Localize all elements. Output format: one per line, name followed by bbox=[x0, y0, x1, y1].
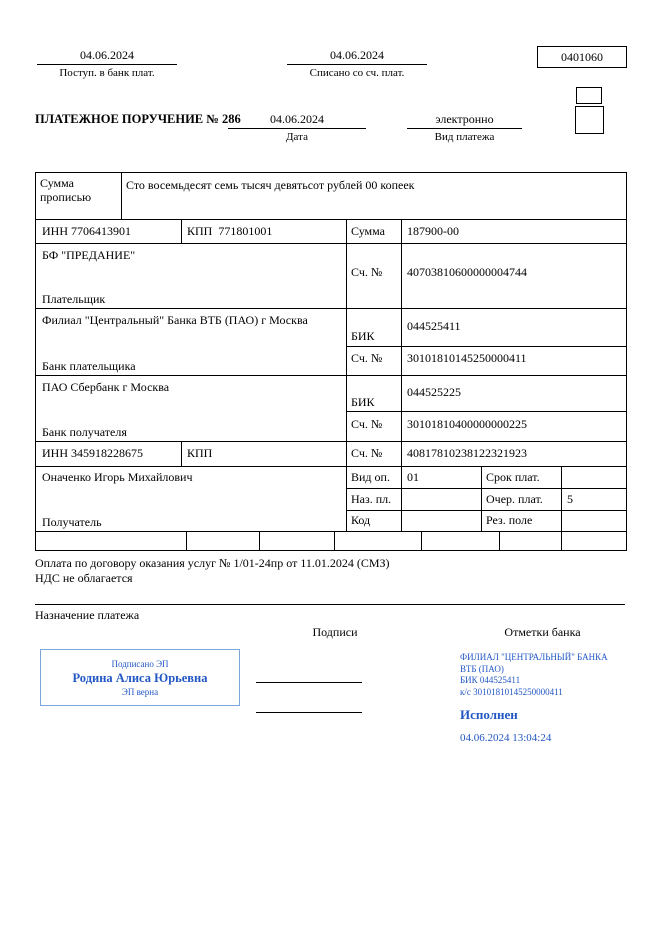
bank-stamp-line2: ВТБ (ПАО) bbox=[460, 663, 504, 674]
payee-bank-account-label: Сч. № bbox=[351, 417, 383, 431]
grid-line bbox=[36, 308, 626, 309]
amount-words-label bbox=[40, 176, 91, 204]
payment-kind: электронно bbox=[435, 112, 494, 126]
payee-bank-section-label: Банк получателя bbox=[42, 425, 127, 439]
signer-name: Родина Алиса Юрьевна bbox=[72, 670, 208, 685]
grid-line bbox=[334, 531, 335, 550]
purpose-section-label: Назначение платежа bbox=[35, 608, 140, 622]
empty-checkbox bbox=[576, 87, 602, 104]
received-date-field bbox=[37, 48, 177, 65]
grid-line bbox=[481, 466, 482, 531]
form-code: 0401060 bbox=[561, 49, 603, 64]
vid-op-value: 01 bbox=[407, 470, 419, 484]
bank-stamp-line4: к/с 30101810145250000411 bbox=[460, 686, 563, 697]
payer-kpp: КПП 771801001 bbox=[187, 224, 273, 238]
bank-stamp-line1: ФИЛИАЛ "ЦЕНТРАЛЬНЫЙ" БАНКА bbox=[460, 652, 608, 662]
grid-line bbox=[36, 243, 626, 244]
grid-line bbox=[181, 441, 182, 466]
purpose-line1: Оплата по договору оказания услуг № 1/01-24пр от 11.01.2024 (СМЗ) bbox=[35, 556, 390, 570]
grid-line bbox=[561, 531, 562, 550]
payer-inn: ИНН 7706413901 bbox=[42, 224, 131, 238]
bank-stamp-datetime: 04.06.2024 13:04:24 bbox=[460, 732, 552, 744]
received-date: 04.06.2024 bbox=[80, 48, 134, 62]
payer-bank-account-label: Сч. № bbox=[351, 351, 383, 365]
payer-bank-name: Филиал "Центральный" Банка ВТБ (ПАО) г Москва bbox=[42, 313, 308, 327]
amount-words-label-line1: Сумма bbox=[40, 176, 74, 190]
payer-bank-bik: 044525411 bbox=[407, 319, 461, 333]
payee-name: Оначенко Игорь Михайлович bbox=[42, 470, 193, 484]
purpose-line2: НДС не облагается bbox=[35, 571, 133, 585]
sum-value: 187900-00 bbox=[407, 224, 459, 238]
signed-label: Подписано ЭП bbox=[111, 658, 169, 669]
amount-words-label-line2: прописью bbox=[40, 190, 92, 204]
signature-line-2 bbox=[256, 712, 362, 713]
payer-account: 40703810600000004744 bbox=[407, 265, 527, 279]
document-date: 04.06.2024 bbox=[270, 112, 324, 126]
document-date-label: Дата bbox=[286, 131, 308, 143]
payee-bank-bik-label: БИК bbox=[351, 395, 375, 409]
payer-bank-section-label: Банк плательщика bbox=[42, 359, 136, 373]
grid-line bbox=[36, 531, 626, 532]
bank-stamp bbox=[460, 652, 628, 744]
kod-label: Код bbox=[351, 513, 371, 527]
grid-line bbox=[346, 411, 626, 412]
payer-section-label: Плательщик bbox=[42, 292, 106, 306]
grid-line bbox=[36, 375, 626, 376]
grid-line bbox=[561, 466, 562, 531]
rez-pole-label: Рез. поле bbox=[486, 513, 533, 527]
naz-pl-label: Наз. пл. bbox=[351, 492, 392, 506]
grid-line bbox=[421, 531, 422, 550]
grid-line bbox=[346, 219, 347, 531]
grid-line bbox=[259, 531, 260, 550]
grid-line bbox=[186, 531, 187, 550]
bank-stamp-status: Исполнен bbox=[460, 707, 518, 722]
vid-op-label: Вид оп. bbox=[351, 470, 390, 484]
signature-stamp bbox=[40, 649, 240, 706]
srok-plat-label: Срок плат. bbox=[486, 470, 540, 484]
bank-marks-label: Отметки банка bbox=[504, 625, 581, 639]
purpose-underline bbox=[35, 604, 625, 605]
payee-section-label: Получатель bbox=[42, 515, 102, 529]
grid-line bbox=[346, 346, 626, 347]
payer-status-box bbox=[575, 106, 604, 134]
payer-bank-bik-label: БИК bbox=[351, 329, 375, 343]
signature-line-1 bbox=[256, 682, 362, 683]
payee-account: 40817810238122321923 bbox=[407, 446, 527, 460]
payee-bank-account: 30101810400000000225 bbox=[407, 417, 527, 431]
received-date-label: Поступ. в банк плат. bbox=[59, 67, 155, 79]
debited-date-field bbox=[287, 48, 427, 65]
grid-line bbox=[181, 219, 182, 243]
payer-name: БФ "ПРЕДАНИЕ" bbox=[42, 248, 136, 262]
form-code-box bbox=[537, 46, 627, 68]
payee-kpp-label: КПП bbox=[187, 446, 213, 460]
verified-label: ЭП верна bbox=[121, 686, 159, 697]
grid-line bbox=[499, 531, 500, 550]
payment-kind-field bbox=[407, 112, 522, 129]
signatures-label: Подписи bbox=[312, 625, 358, 639]
ocher-plat-label: Очер. плат. bbox=[486, 492, 543, 506]
bank-stamp-line3: БИК 044525411 bbox=[460, 675, 521, 685]
payer-bank-account: 30101810145250000411 bbox=[407, 351, 527, 365]
sum-label: Сумма bbox=[351, 224, 385, 238]
document-date-field bbox=[228, 112, 366, 129]
debited-date: 04.06.2024 bbox=[330, 48, 384, 62]
payee-account-label: Сч. № bbox=[351, 446, 383, 460]
grid-line bbox=[401, 219, 402, 531]
ocher-plat-value: 5 bbox=[567, 492, 573, 506]
payee-bank-bik: 044525225 bbox=[407, 385, 461, 399]
payee-bank-name: ПАО Сбербанк г Москва bbox=[42, 380, 170, 394]
amount-words-value: Сто восемьдесят семь тысяч девятьсот рублей 00 копеек bbox=[126, 178, 415, 192]
document-title: ПЛАТЕЖНОЕ ПОРУЧЕНИЕ № 286 bbox=[35, 112, 241, 126]
debited-date-label: Списано со сч. плат. bbox=[309, 67, 405, 79]
payment-table bbox=[35, 172, 627, 551]
grid-line bbox=[121, 173, 122, 219]
payee-inn: ИНН 345918228675 bbox=[42, 446, 143, 460]
payment-kind-label: Вид платежа bbox=[434, 131, 495, 143]
payer-account-label: Сч. № bbox=[351, 265, 383, 279]
